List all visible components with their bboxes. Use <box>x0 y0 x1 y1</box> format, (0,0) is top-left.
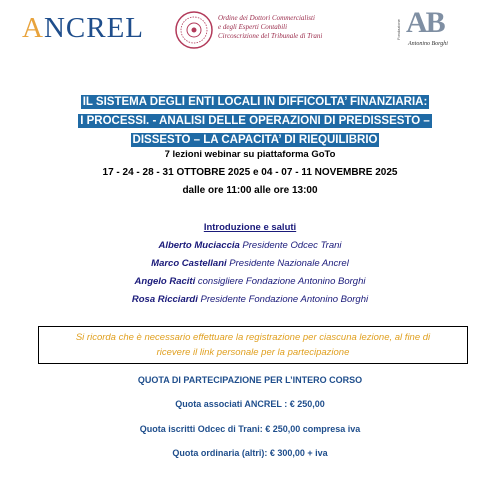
fee-item: Quota associati ANCREL : € 250,00 <box>175 399 325 409</box>
registration-notice <box>38 326 468 364</box>
speaker-line: Angelo Raciti consigliere Fondazione Antonino Borghi <box>134 276 366 287</box>
ancrel-logo <box>22 8 152 52</box>
borghi-letters: AB <box>406 6 444 39</box>
lessons-info: 7 lezioni webinar su piattaforma GoTo <box>164 149 336 160</box>
odcec-logo <box>174 10 364 56</box>
ancrel-logo-text: ANCREL <box>22 12 145 44</box>
fee-item: Quota ordinaria (altri): € 300,00 + iva <box>172 448 328 458</box>
fee-heading: QUOTA DI PARTECIPAZIONE PER L’INTERO CORSO <box>137 375 363 385</box>
borghi-side-text: Fondazione <box>396 19 401 40</box>
event-hours: dalle ore 11:00 alle ore 13:00 <box>182 185 318 196</box>
fee-item: Quota iscritti Odcec di Trani: € 250,00 compresa iva <box>139 424 361 434</box>
intro-heading: Introduzione e saluti <box>203 222 297 233</box>
notice-line: ricevere il link personale per la partecipazione <box>156 347 350 358</box>
odcec-seal-icon <box>174 10 214 50</box>
odcec-logo-text: Ordine dei Dottori Commercialisti e degli Esperti Contabili Circoscrizione del Tribunale di Trani <box>218 14 323 40</box>
notice-line: Si ricorda che è necessario effettuare la registrazione per ciascuna lezione, al fine di <box>75 332 431 343</box>
course-title <box>44 92 466 149</box>
speaker-line: Alberto Muciaccia Presidente Odcec Trani <box>158 240 342 251</box>
borghi-foundation-logo <box>396 6 476 52</box>
title-line: I PROCESSI. - ANALISI DELLE OPERAZIONI DI PREDISSESTO – <box>80 115 430 127</box>
speaker-line: Rosa Ricciardi Presidente Fondazione Antonino Borghi <box>131 294 369 305</box>
speaker-line: Marco Castellani Presidente Nazionale Ancrel <box>151 258 349 269</box>
event-dates: 17 - 24 - 28 - 31 OTTOBRE 2025 e 04 - 07 - 11 NOVEMBRE 2025 <box>102 167 398 178</box>
borghi-name: Antonino Borghi <box>408 41 448 47</box>
title-line: IL SISTEMA DEGLI ENTI LOCALI IN DIFFICOLTA’ FINANZIARIA: <box>82 96 428 108</box>
title-line: DISSESTO – LA CAPACITA’ DI RIEQUILIBRIO <box>132 134 378 146</box>
